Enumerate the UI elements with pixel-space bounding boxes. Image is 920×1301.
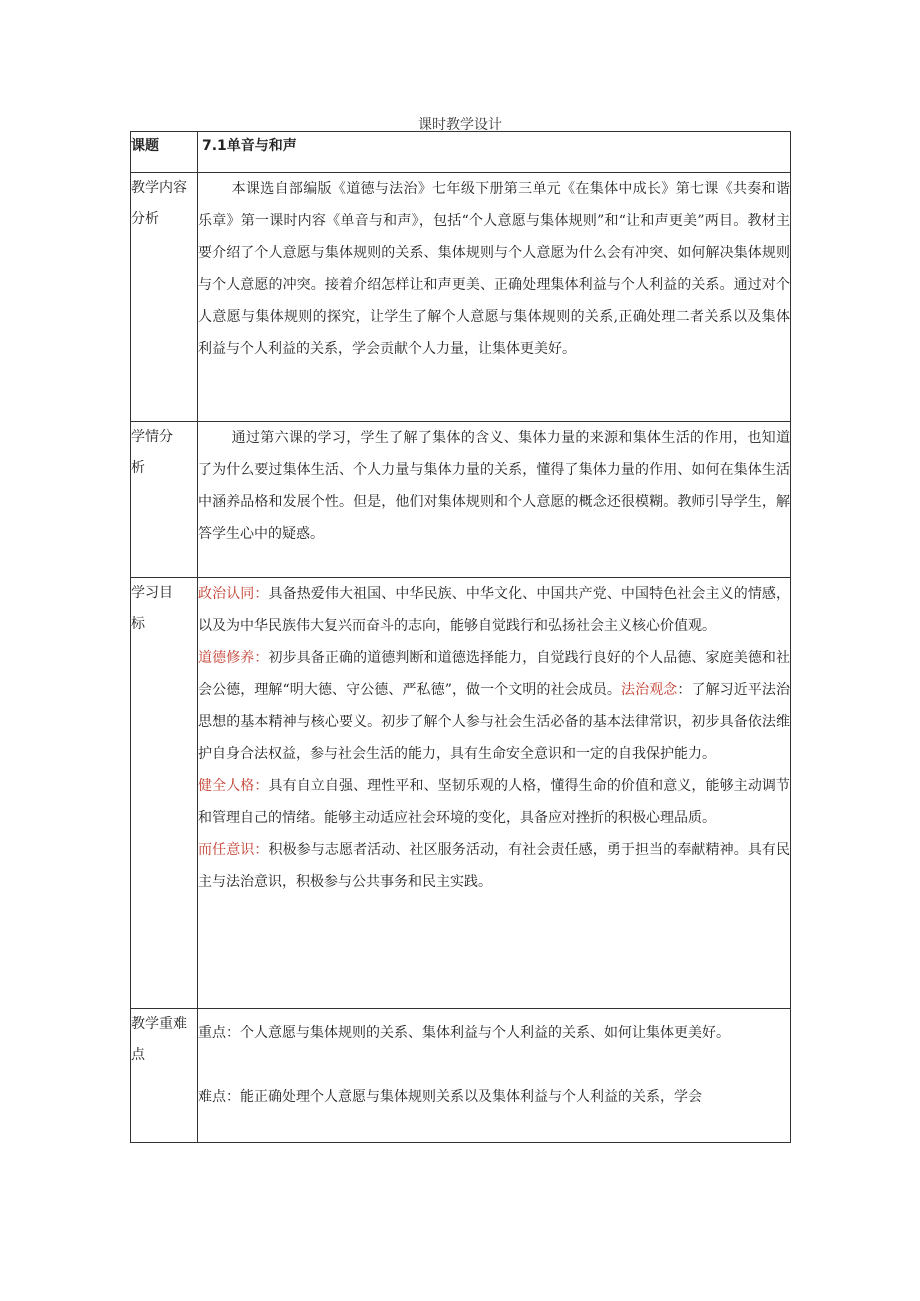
difficult-point-text: 难点：能正确处理个人意愿与集体规则关系以及集体利益与个人利益的关系，学会 xyxy=(198,1089,702,1105)
row-content-analysis xyxy=(131,173,791,422)
label-student-analysis xyxy=(131,422,198,578)
goal-responsibility-label: 而任意识： xyxy=(198,842,269,858)
student-analysis-text: 通过第六课的学习，学生了解了集体的含义、集体力量的来源和集体生活的作用，也知道了为什么要过集体生活、个人力量与集体力量的关系，懂得了集体力量的作用、如何在集体生活中涵养品格和发展个性。但是，他们对集体规则和个人意愿的概念还很模糊。教师引导学生，解答学生心中的疑惑。 xyxy=(198,430,790,542)
student-analysis-cell xyxy=(198,422,791,578)
lesson-design-table xyxy=(130,131,791,1143)
goal-moral-cultivation-label: 道德修养： xyxy=(198,650,269,666)
label-student-analysis-line2: 析 xyxy=(131,460,145,476)
label-content-analysis xyxy=(131,173,198,422)
goal-responsibility xyxy=(198,834,790,898)
label-key-points-line2: 点 xyxy=(131,1047,145,1063)
label-lesson-title: 课题 xyxy=(131,132,198,173)
lesson-title-value: 7.1单音与和声 xyxy=(202,138,297,154)
row-lesson-title xyxy=(131,132,791,173)
label-learning-goals xyxy=(131,578,198,1009)
row-student-analysis xyxy=(131,422,791,578)
goal-sound-personality xyxy=(198,770,790,834)
lesson-title-cell xyxy=(198,132,791,173)
row-key-points xyxy=(131,1009,791,1143)
label-key-points-line1: 教学重难 xyxy=(131,1016,187,1032)
goal-moral-cultivation xyxy=(198,642,790,770)
goal-sound-personality-text: 具有自立自强、理性平和、坚韧乐观的人格，懂得生命的价值和意义，能够主动调节和管理自己的情绪。能够主动适应社会环境的变化，具备应对挫折的积极心理品质。 xyxy=(198,778,791,826)
content-analysis-text: 本课选自部编版《道德与法治》七年级下册第三单元《在集体中成长》第七课《共奏和谐乐章》第一课时内容《单音与和声》，包括“个人意愿与集体规则”和“让和声更美”两目。教材主要介绍了个人意愿与集体规则的关系、集体规则与个人意愿为什么会有冲突、如何解决集体规则与个人意愿的冲突。接着介绍怎样让和声更美、正确处理集体利益与个人利益的关系。通过对个人意愿与集体规则的探究，让学生了解个人意愿与集体规则的关系,正确处理二者关系以及集体利益与个人利益的关系，学会贡献个人力量，让集体更美好。 xyxy=(198,181,790,357)
row-learning-goals xyxy=(131,578,791,1009)
goal-sound-personality-label: 健全人格： xyxy=(198,778,269,794)
label-learning-goals-line1: 学习目 xyxy=(131,585,173,601)
goal-political-identity-text: 具备热爱伟大祖国、中华民族、中华文化、中国共产党、中国特色社会主义的情感，以及为中华民族伟大复兴而奋斗的志向，能够自觉践行和弘扬社会主义核心价值观。 xyxy=(198,586,791,634)
learning-goals-cell xyxy=(198,578,791,1009)
goal-political-identity-label: 政治认同： xyxy=(198,586,269,602)
label-learning-goals-line2: 标 xyxy=(131,616,145,632)
document-title: 课时教学设计 xyxy=(418,117,502,133)
label-key-points xyxy=(131,1009,198,1143)
key-point-text: 重点：个人意愿与集体规则的关系、集体利益与个人利益的关系、如何让集体更美好。 xyxy=(198,1025,730,1041)
label-student-analysis-line1: 学情分 xyxy=(131,429,173,445)
key-points-cell xyxy=(198,1009,791,1143)
goal-rule-of-law-label: 法治观念 xyxy=(621,682,678,698)
goal-moral-cultivation-text: 初步具备正确的道德判断和道德选择能力，自觉践行良好的个人品德、家庭美德和社会公德，理解“明大德、守公德、严私德”，做一个文明的社会成员。 xyxy=(198,650,791,698)
label-content-analysis-line1: 教学内容 xyxy=(131,180,187,196)
content-analysis-cell xyxy=(198,173,791,422)
label-content-analysis-line2: 分析 xyxy=(131,211,159,227)
goal-rule-of-law-text: ：了解习近平法治思想的基本精神与核心要义。初步了解个人参与社会生活必备的基本法律常识，初步具备依法维护自身合法权益，参与社会生活的能力，具有生命安全意识和一定的自我保护能力。 xyxy=(198,682,791,762)
goal-responsibility-text: 积极参与志愿者活动、社区服务活动，有社会责任感，勇于担当的奉献精神。具有民主与法治意识，积极参与公共事务和民主实践。 xyxy=(198,842,791,890)
goal-political-identity xyxy=(198,578,790,642)
